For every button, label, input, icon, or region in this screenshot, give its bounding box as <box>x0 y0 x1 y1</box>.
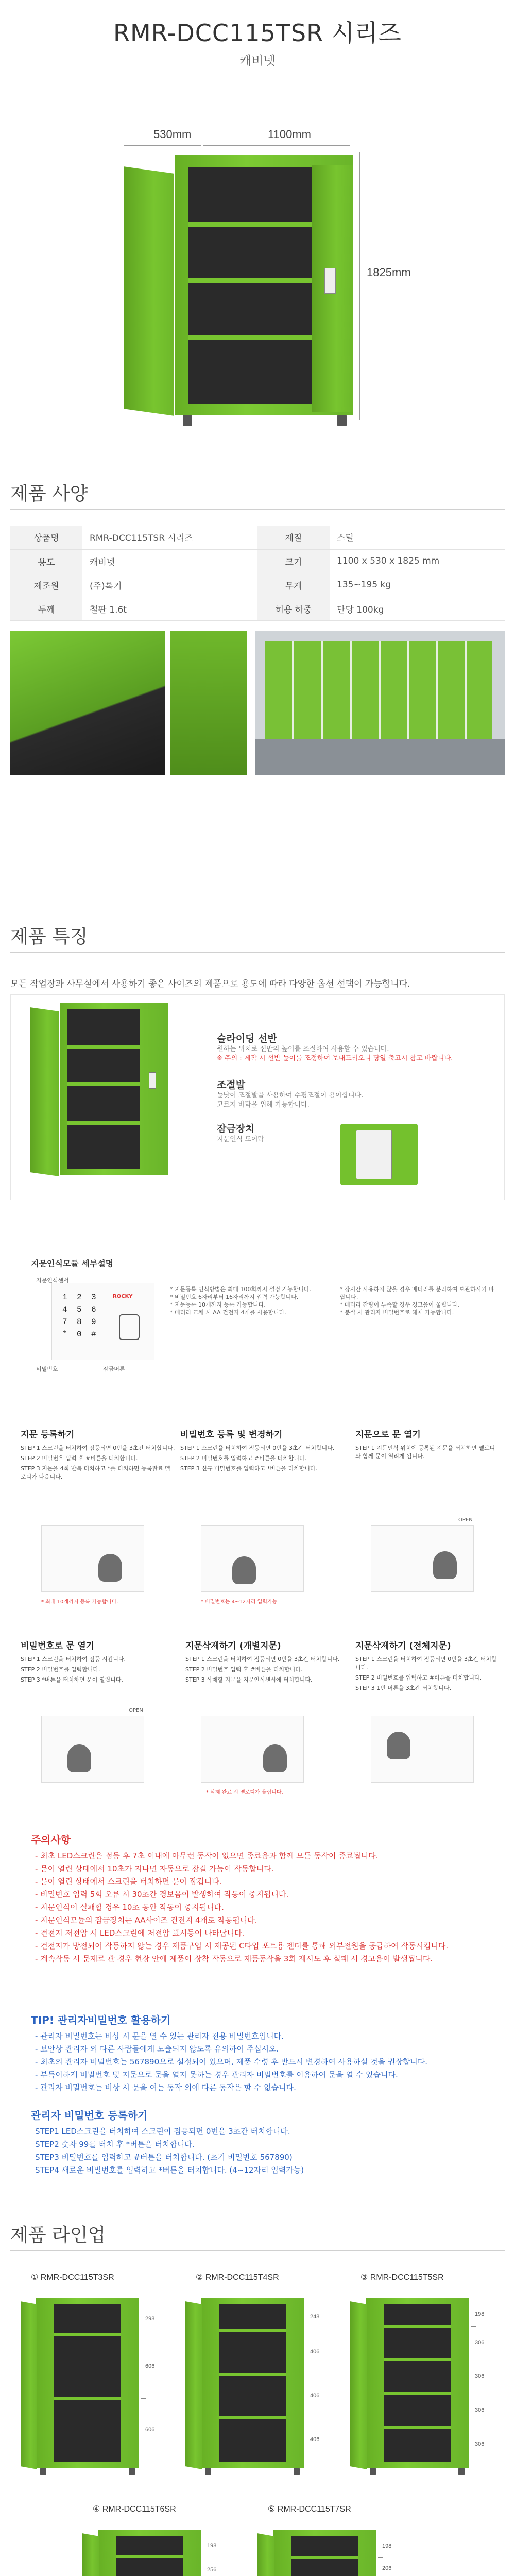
feature-intro: 모든 작업장과 사무실에서 사용하기 좋은 사이즈의 제품으로 용도에 따라 다양한 옵션 선택이 가능합니다. <box>10 979 410 989</box>
admin-list <box>31 2125 494 2177</box>
dimension-tick <box>378 2557 383 2558</box>
howto-step: STEP 3 *버튼을 터치하면 문이 열립니다. <box>21 1676 123 1683</box>
feature-text: 지문인식 도어락 <box>217 1136 265 1143</box>
cabinet-left-door <box>82 2533 99 2576</box>
cabinet-interior <box>188 167 312 404</box>
feature-item <box>217 1121 330 1144</box>
cabinet-left-door <box>30 1007 59 1176</box>
cabinet-shelf <box>188 222 312 227</box>
cabinet-foot <box>40 2468 46 2475</box>
shelf-spacing-label: 206 <box>382 2565 392 2572</box>
spec-value: 철판 1.6t <box>82 597 258 620</box>
note-line: * 비밀번호 6자리부터 16자리까지 입력 가능합니다. <box>170 1294 299 1300</box>
spec-section-title: 제품 사양 <box>10 483 88 504</box>
cabinet-foot <box>370 2468 376 2475</box>
note-line: * 배터리 교체 시 AA 건전지 4개를 사용합니다. <box>170 1309 286 1316</box>
howto-step: STEP 3 1번 버튼을 3초간 터치합니다. <box>355 1685 452 1691</box>
section-divider <box>10 952 505 953</box>
spec-value: 135~195 kg <box>330 573 505 597</box>
hand-icon <box>387 1732 410 1759</box>
height-dimension: 1825mm <box>367 266 411 279</box>
list-item: STEP3 비밀번호를 입력하고 #버튼을 터치합니다. (초기 비밀번호 567890) <box>35 2153 293 2162</box>
table-row <box>10 526 505 549</box>
lock-icon <box>324 268 336 294</box>
shelf-spacing-label: 248 <box>310 2313 320 2320</box>
cabinet-shelf <box>291 2556 358 2559</box>
cabinet-shelf <box>188 335 312 340</box>
lock-icon <box>149 1072 156 1089</box>
note-line: * 지문등록 10개까지 등록 가능합니다. <box>170 1301 266 1308</box>
keypad-diagram <box>52 1283 154 1360</box>
spec-value: 캐비넷 <box>82 549 258 573</box>
dimension-tick <box>471 2326 476 2327</box>
howto-note: * 최대 10개까지 등록 가능합니다. <box>41 1599 118 1605</box>
door-lock-photo <box>340 1124 418 1185</box>
caution-list <box>31 1850 494 1965</box>
shelf-spacing-label: 198 <box>382 2543 392 2550</box>
lineup-model-name: ② RMR-DCC115T4SR <box>196 2273 279 2282</box>
tip-title: TIP! 관리자비밀번호 활용하기 <box>31 2014 171 2026</box>
howto-title: 비밀번호로 문 열기 <box>21 1641 95 1651</box>
keypad-illustration <box>41 1716 144 1783</box>
spec-value: (주)록키 <box>82 573 258 597</box>
key-0: 0 <box>77 1330 82 1339</box>
howto-card <box>180 1427 335 1475</box>
feature-text: 높낮이 조절발을 사용하여 수평조절이 용이합니다. <box>217 1092 364 1099</box>
howto-title: 비밀번호 등록 및 변경하기 <box>180 1430 283 1440</box>
spec-key: 제조원 <box>10 573 82 597</box>
shelf-spacing-label: 298 <box>145 2316 155 2323</box>
spec-key: 크기 <box>258 549 330 573</box>
cabinet-shelf <box>219 2329 286 2332</box>
cabinet-interior <box>54 2304 121 2462</box>
feature-panel <box>10 994 505 1200</box>
cabinet-interior <box>384 2304 451 2462</box>
howto-card <box>185 1638 340 1686</box>
width-dimension-line <box>203 145 350 146</box>
feature-item <box>217 1077 485 1110</box>
shelf-spacing-label: 406 <box>310 2349 320 2355</box>
cabinet-foot <box>183 415 192 426</box>
password-label: 비밀번호 <box>36 1366 58 1372</box>
cabinet-shelf <box>188 278 312 283</box>
cabinet-shelf <box>384 2392 451 2395</box>
lineup-model-name: ⑤ RMR-DCC115T7SR <box>268 2505 351 2514</box>
hand-icon <box>67 1744 91 1772</box>
hand-icon <box>98 1554 122 1582</box>
height-dimension-line <box>359 152 360 420</box>
keypad-illustration <box>371 1525 474 1592</box>
howto-title: 지문으로 문 열기 <box>355 1430 421 1440</box>
hero-section <box>0 0 515 474</box>
hand-icon <box>433 1551 457 1579</box>
cabinet-foot <box>129 2468 135 2475</box>
cabinet-shelf <box>219 2373 286 2376</box>
cabinet-left-door <box>21 2301 37 2469</box>
installation-photo <box>255 631 505 775</box>
key-9: 9 <box>91 1317 96 1327</box>
depth-dimension: 530mm <box>153 128 192 141</box>
fingerprint-sensor-icon <box>119 1314 140 1340</box>
howto-step: STEP 1 스크린을 터치하여 점등되면 0번을 3초간 터치합니다. <box>185 1656 340 1663</box>
keypad-section-title: 지문인식모듈 세부설명 <box>31 1259 114 1268</box>
cabinet-left-door <box>258 2533 274 2576</box>
tip-list <box>31 2030 494 2094</box>
note-line: * 지문등록 인식방법은 최대 100회까지 설정 가능합니다. <box>170 1286 312 1293</box>
howto-step: STEP 3 신규 비밀번호를 입력하고 *버튼을 터치합니다. <box>180 1465 318 1472</box>
howto-step: STEP 1 스크린을 터치하여 점등되면 0번을 3초간 터치합니다. <box>180 1445 335 1451</box>
dimension-tick <box>141 2398 146 2399</box>
cabinet-shelf <box>54 2397 121 2400</box>
list-item: STEP2 숫자 99를 터치 후 *버튼을 터치합니다. <box>35 2140 195 2149</box>
spec-key: 허용 하중 <box>258 597 330 620</box>
hand-icon <box>232 1556 256 1584</box>
howto-step: STEP 2 비밀번호 입력 후 #버튼을 터치합니다. <box>185 1666 303 1673</box>
key-4: 4 <box>62 1305 67 1314</box>
open-label: OPEN <box>458 1517 473 1523</box>
cabinet-shelf <box>384 2325 451 2328</box>
key-7: 7 <box>62 1317 67 1327</box>
howto-card <box>21 1427 175 1483</box>
installed-cabinets <box>265 641 492 739</box>
lineup-section-title: 제품 라인업 <box>10 2225 106 2246</box>
cabinet-left-door <box>124 166 174 416</box>
width-dimension: 1100mm <box>268 128 311 141</box>
shelf-spacing-label: 306 <box>475 2373 485 2380</box>
list-item: - 건전지가 방전되어 작동하지 않는 경우 제품구입 시 제공된 C타입 포트용 젠더를 통해 외부전원을 공급하여 작동시킵니다. <box>35 1941 449 1951</box>
cabinet-shelf <box>67 1045 140 1049</box>
key-star: * <box>62 1330 67 1339</box>
list-item: - 부득이하게 비밀번호 및 지문으로 문을 열지 못하는 경우 관리자 비밀번호를 이용하여 문을 열 수 있습니다. <box>35 2070 398 2079</box>
cabinet-shelf <box>67 1121 140 1125</box>
feature-label: 조절발 <box>217 1079 246 1091</box>
shelf-spacing-label: 256 <box>207 2567 217 2573</box>
spec-key: 두께 <box>10 597 82 620</box>
cabinet-foot <box>458 2468 465 2475</box>
list-item: - 계속작동 시 문제로 관 경우 현장 안에 제품이 장착 작동으로 제품동작을 3회 재시도 후 실패 시 경고음이 발생됩니다. <box>35 1954 433 1963</box>
keypad-icon <box>356 1130 392 1179</box>
table-row <box>10 597 505 620</box>
cabinet-interior <box>219 2304 286 2462</box>
list-item: - 비밀번호 입력 5회 오류 시 30초간 경보음이 발생하여 작동이 중지됩니다. <box>35 1890 289 1899</box>
cabinet-left-door <box>350 2301 367 2469</box>
caution-title: 주의사항 <box>31 1834 71 1846</box>
list-item: STEP1 LED스크린을 터치하여 스크린이 점등되면 0번을 3초간 터치합니다. <box>35 2127 290 2136</box>
list-item: STEP4 새로운 비밀번호를 입력하고 *버튼을 터치합니다. (4~12자리 입력가능) <box>35 2165 304 2175</box>
section-divider <box>10 509 505 510</box>
howto-step: STEP 3 지문을 4회 반복 터치하고 *를 터치하면 등록완료 멜로디가 나옵니다. <box>21 1465 170 1480</box>
note-line: * 배터리 잔량이 부족할 경우 경고음이 울립니다. <box>340 1301 459 1308</box>
howto-step: STEP 1 스크린을 터치하여 점등 시킵니다. <box>21 1656 126 1663</box>
keypad-notes-left <box>170 1285 324 1316</box>
spec-key: 무게 <box>258 573 330 597</box>
list-item: - 보안상 관리자 외 다른 사람들에게 노출되지 않도록 유의하여 주십시오. <box>35 2044 279 2054</box>
open-label: OPEN <box>129 1708 143 1714</box>
cabinet-foot <box>205 2468 211 2475</box>
howto-card <box>355 1427 500 1463</box>
feature-label: 슬라이딩 선반 <box>217 1033 277 1044</box>
keypad-illustration <box>201 1525 304 1592</box>
note-line: * 장시간 사용하지 않을 경우 배터리를 분리하여 보관하시기 바랍니다. <box>340 1286 494 1300</box>
howto-note: * 삭제 완료 시 멜로디가 울립니다. <box>206 1790 283 1795</box>
cabinet-shelf <box>384 2426 451 2429</box>
howto-step: STEP 1 스크린을 터치하여 점등되면 0번을 3초간 터치합니다. <box>355 1656 497 1671</box>
shelf-spacing-label: 306 <box>475 2441 485 2448</box>
howto-step: STEP 1 스크린을 터치하여 점등되면 0번을 3초간 터치합니다. <box>21 1445 175 1451</box>
feature-section-title: 제품 특징 <box>10 926 88 947</box>
feature-warning: ※ 주의 : 제작 시 선반 높이를 조정하여 보내드리오니 당일 출고시 참고 바랍니다. <box>217 1055 453 1062</box>
howto-step: STEP 2 비밀번호를 입력합니다. <box>21 1666 100 1673</box>
list-item: - 문이 열린 상태에서 10초가 지나면 자동으로 잠길 가능이 작동합니다. <box>35 1864 274 1873</box>
spec-value: 스틸 <box>330 526 505 549</box>
note-line: * 분실 시 관리자 비밀번호로 해제 가능합니다. <box>340 1309 454 1316</box>
table-row <box>10 549 505 573</box>
section-divider <box>10 2250 505 2251</box>
feature-label: 잠금장치 <box>217 1123 255 1134</box>
lineup-model-name: ④ RMR-DCC115T6SR <box>93 2505 176 2514</box>
shelf-spacing-label: 406 <box>310 2436 320 2443</box>
shelf-spacing-label: 606 <box>145 2426 155 2433</box>
product-subtitle: 캐비넷 <box>239 54 276 68</box>
spec-value: 1100 x 530 x 1825 mm <box>330 549 505 573</box>
cabinet-foot <box>294 2468 300 2475</box>
keypad-illustration <box>41 1525 144 1592</box>
key-1: 1 <box>62 1293 67 1302</box>
keypad-grid <box>62 1293 106 1339</box>
spec-key: 재질 <box>258 526 330 549</box>
shelf-spacing-label: 198 <box>207 2543 217 2549</box>
list-item: - 최초 LED스크린은 점등 후 7초 이내에 아무런 동작이 없으면 종료음과 함께 모든 동작이 종료됩니다. <box>35 1851 379 1860</box>
list-item: - 지문인식이 실패할 경우 10초 동안 작동이 중지됩니다. <box>35 1903 224 1912</box>
key-hash: # <box>91 1330 96 1339</box>
howto-step: STEP 2 비밀번호 입력 후 #버튼을 터치합니다. <box>21 1455 138 1462</box>
shelf-spacing-label: 198 <box>475 2311 485 2318</box>
howto-title: 지문삭제하기 (개별지문) <box>185 1641 281 1651</box>
howto-title: 지문 등록하기 <box>21 1430 75 1440</box>
list-item: - 지문인식모듈의 잠금장치는 AA사이즈 건전지 4개로 작동됩니다. <box>35 1916 258 1925</box>
list-item: - 문이 열린 상태에서 스크린을 터치하면 문이 잠깁니다. <box>35 1877 222 1886</box>
feature-item <box>217 1031 485 1063</box>
howto-card <box>21 1638 175 1686</box>
cabinet-foot <box>337 415 347 426</box>
sensor-label: 지문인식센서 <box>36 1277 69 1284</box>
feature-text: 원하는 위치로 선반의 높이를 조절하여 사용할 수 있습니다. <box>217 1045 389 1053</box>
list-item: - 건전지 저전압 시 LED스크린에 저전압 표시등이 나타납니다. <box>35 1928 245 1938</box>
cabinet-left-door <box>185 2301 202 2469</box>
cabinet-interior <box>67 1009 140 1169</box>
cabinet-shelf <box>67 1082 140 1086</box>
shelf-spacing-label: 306 <box>475 2407 485 2414</box>
howto-step: STEP 2 비밀번호를 입력하고 #버튼을 터치합니다. <box>355 1674 482 1681</box>
howto-note: * 비밀번호는 4~12자리 입력가능 <box>201 1599 278 1605</box>
cabinet-shelf <box>116 2555 183 2558</box>
key-2: 2 <box>77 1293 82 1302</box>
shelf-spacing-label: 306 <box>475 2339 485 2346</box>
brand-logo: ROCKY <box>113 1294 133 1299</box>
key-6: 6 <box>91 1305 96 1314</box>
spec-value: 단당 100kg <box>330 597 505 620</box>
lineup-model-name: ① RMR-DCC115T3SR <box>31 2273 114 2282</box>
cabinet-shelf <box>384 2358 451 2361</box>
feature-text: 고르지 바닥을 위해 가능합니다. <box>217 1101 310 1109</box>
hinge-closeup-photo <box>170 631 247 775</box>
list-item: - 관리자 비밀번호는 비상 시 문을 여는 동작 외에 다른 동작은 할 수 없습니다. <box>35 2083 296 2092</box>
howto-step: STEP 3 삭제할 지문을 지문인식센서에 터치합니다. <box>185 1676 313 1683</box>
howto-card <box>355 1638 500 1694</box>
lineup-model-name: ③ RMR-DCC115T5SR <box>360 2273 444 2282</box>
table-row <box>10 573 505 597</box>
hand-icon <box>263 1744 287 1772</box>
lock-button-label: 잠금버튼 <box>103 1366 125 1372</box>
list-item: - 관리자 비밀번호는 비상 시 문을 열 수 있는 관리자 전용 비밀번호입니다. <box>35 2031 284 2041</box>
floor <box>255 739 505 775</box>
spec-value: RMR-DCC115TSR 시리즈 <box>82 526 258 549</box>
key-5: 5 <box>77 1305 82 1314</box>
product-title: RMR-DCC115TSR 시리즈 <box>113 19 402 47</box>
spec-key: 용도 <box>10 549 82 573</box>
spec-table <box>10 526 505 621</box>
howto-title: 지문삭제하기 (전체지문) <box>355 1641 451 1651</box>
cabinet-shelf <box>219 2416 286 2419</box>
key-8: 8 <box>77 1317 82 1327</box>
list-item: - 최초의 관리자 비밀번호는 567890으로 설정되어 있으며, 제품 수령 후 반드시 변경하여 사용하실 것을 권장합니다. <box>35 2057 428 2066</box>
depth-dimension-line <box>124 145 201 146</box>
shelf-spacing-label: 606 <box>145 2363 155 2369</box>
cabinet-shelf <box>54 2333 121 2336</box>
key-3: 3 <box>91 1293 96 1302</box>
spec-key: 상품명 <box>10 526 82 549</box>
howto-step: STEP 2 비밀번호를 입력하고 #버튼을 터치합니다. <box>180 1455 307 1462</box>
keypad-notes-right <box>340 1285 494 1316</box>
keypad-illustration <box>201 1716 304 1783</box>
howto-step: STEP 1 지문인식 위치에 등록된 지문을 터치하면 멜로디와 함께 문이 열리게 됩니다. <box>355 1445 495 1460</box>
keypad-illustration <box>371 1716 474 1783</box>
shelf-spacing-label: 406 <box>310 2392 320 2399</box>
admin-title: 관리자 비밀번호 등록하기 <box>31 2109 148 2122</box>
shelf-closeup-photo <box>10 631 165 775</box>
